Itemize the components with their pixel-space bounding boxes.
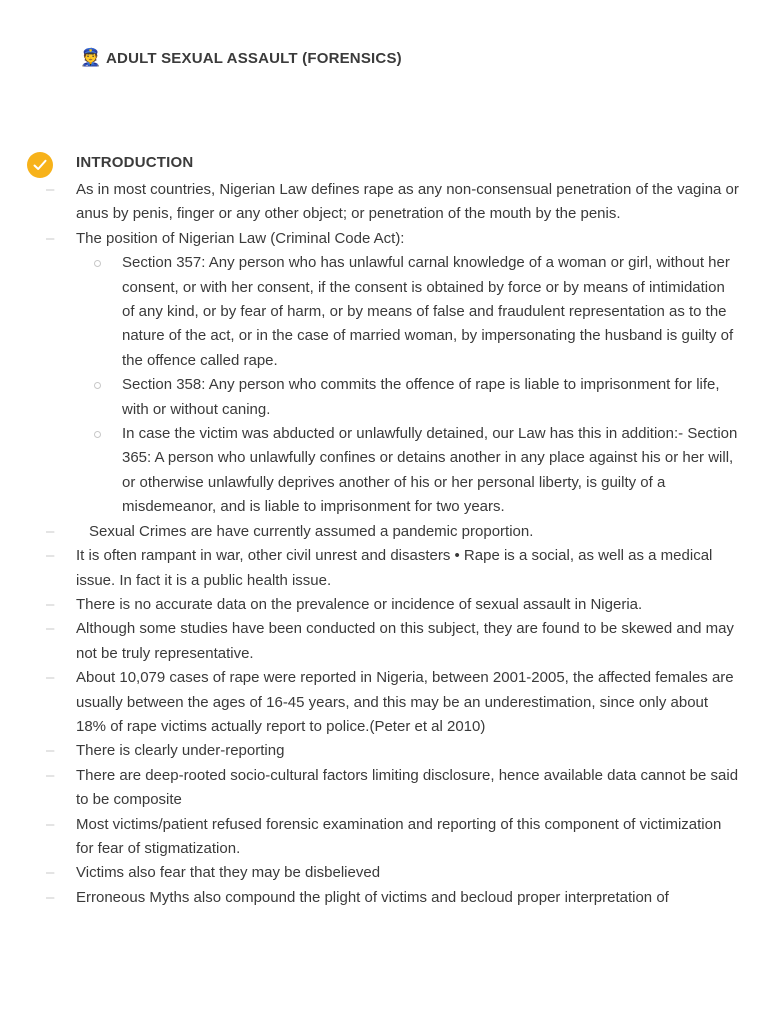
list-item	[0, 886, 768, 910]
dash-bullet-icon: –	[46, 229, 55, 247]
dash-bullet-icon: –	[46, 181, 55, 198]
dash-bullet-icon: –	[46, 669, 55, 687]
dash-bullet-icon: –	[46, 815, 55, 833]
checkmark-icon[interactable]	[27, 152, 53, 178]
police-officer-icon: 👮	[80, 48, 102, 67]
document-header	[80, 47, 402, 69]
list-item	[0, 739, 768, 763]
sub-list-item	[0, 251, 768, 373]
dash-bullet-icon: –	[46, 595, 55, 613]
list-item	[0, 520, 768, 544]
list-item	[0, 593, 768, 617]
dash-bullet-icon: –	[46, 766, 55, 784]
bullet-list	[0, 178, 768, 910]
list-item	[0, 178, 768, 227]
list-item	[0, 617, 768, 666]
document-title: ADULT SEXUAL ASSAULT (FORENSICS)	[106, 49, 402, 67]
list-item	[0, 544, 768, 593]
dash-bullet-icon: –	[46, 620, 55, 638]
list-item-text: About 10,079 cases of rape were reported in Nigeria, between 2001-2005, the affected females are usually between the ages of 16-45 years, and this may be an underestimation, since only about 18% of rape victims actually report to police.(Peter et al 2010)	[76, 669, 734, 735]
list-item	[0, 227, 768, 251]
list-item-text: There is clearly under-reporting	[76, 742, 285, 760]
list-item-text: Sexual Crimes are have currently assumed a pandemic proportion.	[89, 522, 534, 540]
sub-list-item	[0, 373, 768, 422]
list-item-text: Section 358: Any person who commits the offence of rape is liable to imprisonment for life, with or without caning.	[122, 376, 720, 418]
dash-bullet-icon: –	[46, 522, 55, 540]
list-item-text: Most victims/patient refused forensic examination and reporting of this component of victimization for fear of stigmatization.	[76, 815, 722, 857]
list-item-text: Although some studies have been conducted on this subject, they are found to be skewed and may not be truly representative.	[76, 620, 734, 662]
list-item-text: There is no accurate data on the prevalence or incidence of sexual assault in Nigeria.	[76, 595, 643, 613]
dash-bullet-icon: –	[46, 864, 55, 882]
list-item	[0, 666, 768, 739]
dash-bullet-icon: –	[46, 888, 55, 906]
list-item-text: There are deep-rooted socio-cultural factors limiting disclosure, hence available data cannot be said to be composite	[76, 766, 739, 809]
list-item-text: In case the victim was abducted or unlawfully detained, our Law has this in addition:- Section 365: A person who unlawfully confines or detains another in any place against his or her will, or otherwise unlawfully deprives another of his or her personal liberty, is guilty of a misdemeanor, and is liable to imprisonment for two years.	[122, 425, 738, 516]
list-item-text: It is often rampant in war, other civil unrest and disasters • Rape is a social, as well as a medical issue. In fact it is a public health issue.	[76, 547, 713, 589]
section-title: INTRODUCTION	[76, 154, 194, 171]
circle-bullet-icon	[94, 260, 101, 267]
list-item-text: Victims also fear that they may be disbelieved	[76, 864, 381, 882]
list-item-text: As in most countries, Nigerian Law defines rape as any non-consensual penetration of the vagina or anus by penis, finger or any other object; or penetration of the mouth by the penis.	[76, 181, 739, 223]
list-item	[0, 861, 768, 885]
list-item-text: Section 357: Any person who has unlawful carnal knowledge of a woman or girl, without her consent, or with her consent, if the consent is obtained by force or by means of intimidation of any kind, or by fear of harm, or by means of false and fraudulent representation as to the nature of the act, or in the case of married woman, by impersonating the husband is guilty of the offence called rape.	[122, 254, 734, 369]
dash-bullet-icon: –	[46, 742, 55, 760]
list-item	[0, 813, 768, 862]
list-item	[0, 764, 768, 813]
list-item-text: The position of Nigerian Law (Criminal Code Act):	[76, 229, 405, 247]
circle-bullet-icon	[94, 382, 101, 389]
circle-bullet-icon	[94, 431, 101, 438]
list-item-text: Erroneous Myths also compound the plight of victims and becloud proper interpretation of	[76, 888, 669, 906]
sub-list-item	[0, 422, 768, 520]
dash-bullet-icon: –	[46, 547, 55, 565]
